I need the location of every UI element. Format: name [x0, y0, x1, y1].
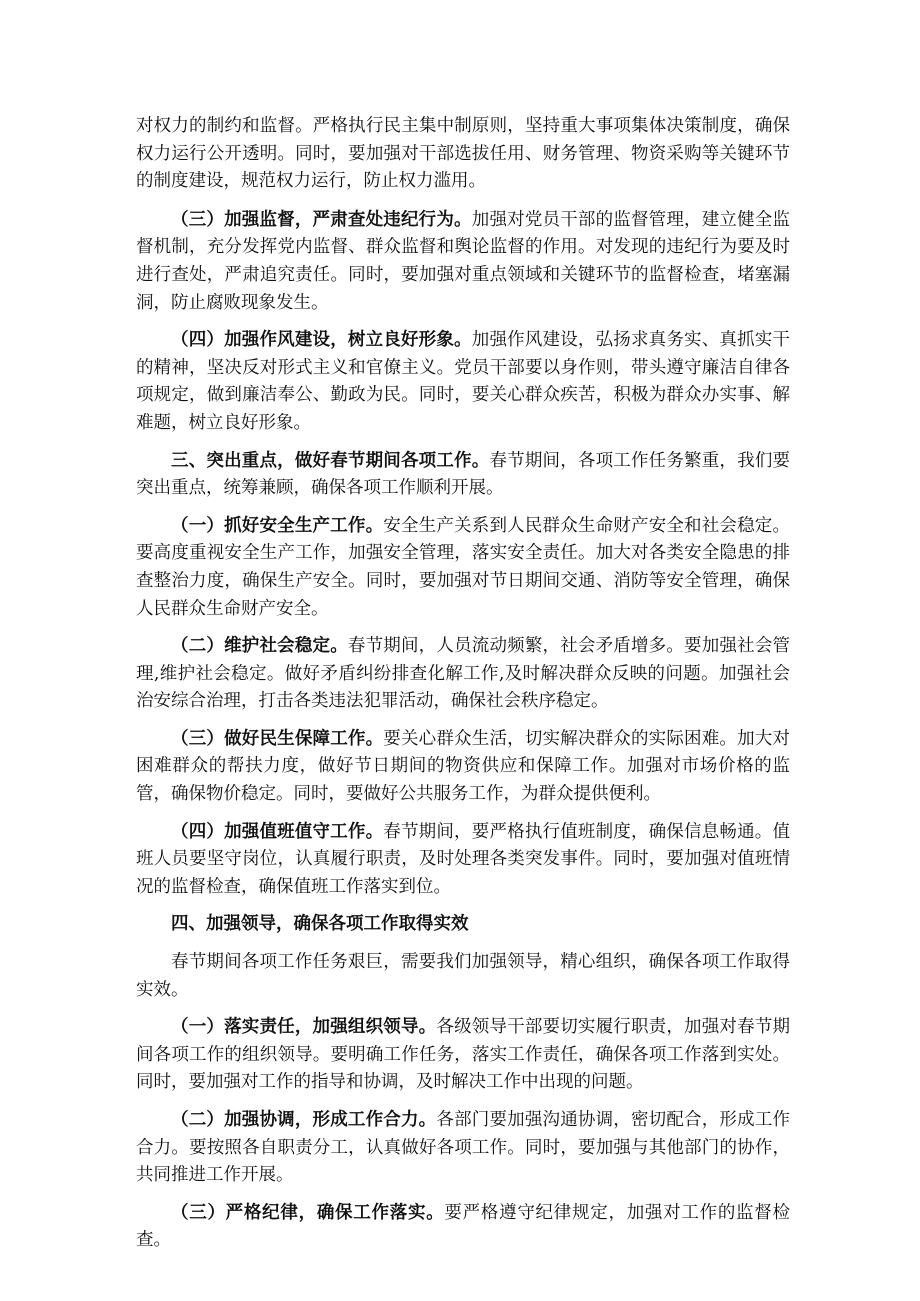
paragraph-lead: （三）做好民生保障工作。: [171, 728, 384, 749]
paragraph-discipline: [136, 1200, 790, 1255]
paragraph-lead: （二）维护社会稳定。: [171, 636, 348, 657]
paragraph-text: 春节期间，各项工作任务繁重，我们要突出重点，统筹兼顾，确保各项工作顺利开展。: [136, 450, 791, 499]
section-heading-three: [136, 448, 790, 503]
section-lead: 三、突出重点，做好春节期间各项工作。: [171, 450, 490, 471]
paragraph-lead: （一）落实责任，加强组织领导。: [171, 1017, 437, 1038]
paragraph-duty-watch: [136, 819, 790, 902]
paragraph-text: 春节期间，要严格执行值班制度，确保信息畅通。值班人员要坚守岗位，认真履行职责，及时处理各类突发事件。同时，要加强对值班情况的监督检查，确保值班工作落实到位。: [136, 821, 791, 897]
paragraph-lead: （一）抓好安全生产工作。: [171, 515, 384, 536]
paragraph-power-supervision: [136, 113, 790, 196]
paragraph-text: 春节期间各项工作任务艰巨，需要我们加强领导，精心组织，确保各项工作取得实效。: [136, 952, 790, 1000]
paragraph-text: 加强作风建设，弘扬求真务实、真抓实干的精神，坚决反对形式主义和官僚主义。党员干部要以身作则，带头遵守廉洁自律各项规定，做到廉洁奉公、勤政为民。同时，要关心群众疾苦，积极为群众办实事、解难题，树立良好形象。: [136, 330, 790, 433]
paragraph-social-stability: [136, 633, 790, 716]
section-heading-four: [136, 911, 790, 939]
paragraph-text: 安全生产关系到人民群众生命财产安全和社会稳定。要高度重视安全生产工作，加强安全管理，落实安全责任。加大对各类安全隐患的排查整治力度，确保生产安全。同时，要加强对节日期间交通、消防等安全管理，确保人民群众生命财产安全。: [136, 515, 791, 619]
paragraph-text: 各级领导干部要切实履行职责，加强对春节期间各项工作的组织领导。要明确工作任务，落实工作责任，确保各项工作落到实处。同时，要加强对工作的指导和协调，及时解决工作中出现的问题。: [136, 1017, 791, 1093]
paragraph-text: 要严格遵守纪律规定，加强对工作的监督检查。: [136, 1202, 791, 1251]
paragraph-lead: （三）严格纪律，确保工作落实。: [171, 1202, 445, 1223]
paragraph-coordination: [136, 1107, 790, 1190]
document-page: [136, 113, 790, 1265]
paragraph-lead: （三）加强监督，严肃查处违纪行为。: [171, 209, 472, 230]
paragraph-safety-production: [136, 513, 790, 623]
paragraph-lead: （二）加强协调，形成工作合力。: [171, 1110, 437, 1130]
paragraph-responsibility: [136, 1014, 790, 1097]
paragraph-work-style: [136, 327, 790, 437]
paragraph-text: 各部门要加强沟通协调，密切配合，形成工作合力。要按照各自职责分工，认真做好各项工作。同时，要加强与其他部门的协作，共同推进工作开展。: [136, 1110, 791, 1186]
paragraph-lead: （四）加强值班值守工作。: [171, 821, 384, 842]
paragraph-text: 对权力的制约和监督。严格执行民主集中制原则，坚持重大事项集体决策制度，确保权力运行公开透明。同时，要加强对干部选拔任用、财务管理、物资采购等关键环节的制度建设，规范权力运行，防止权力滥用。: [136, 116, 790, 192]
paragraph-text: 要关心群众生活，切实解决群众的实际困难。加大对困难群众的帮扶力度，做好节日期间的物资供应和保障工作。加强对市场价格的监管，确保物价稳定。同时，要做好公共服务工作，为群众提供便利。: [136, 728, 791, 805]
paragraph-strengthen-supervision: [136, 207, 790, 317]
paragraph-text: 春节期间，人员流动频繁，社会矛盾增多。要加强社会管理,维护社会稳定。做好矛盾纠纷排查化解工作,及时解决群众反映的问题。加强社会治安综合治理，打击各类违法犯罪活动，确保社会秩序稳定。: [136, 636, 791, 712]
paragraph-livelihood: [136, 726, 790, 809]
paragraph-section-four-intro: [136, 949, 790, 1004]
section-lead: 四、加强领导，确保各项工作取得实效: [171, 914, 469, 935]
paragraph-lead: （四）加强作风建设，树立良好形象。: [171, 330, 472, 351]
paragraph-text: 加强对党员干部的监督管理，建立健全监督机制，充分发挥党内监督、群众监督和舆论监督的作用。对发现的违纪行为要及时进行查处，严肃追究责任。同时，要加强对重点领域和关键环节的监督检查，堵塞漏洞，防止腐败现象发生。: [136, 209, 790, 313]
